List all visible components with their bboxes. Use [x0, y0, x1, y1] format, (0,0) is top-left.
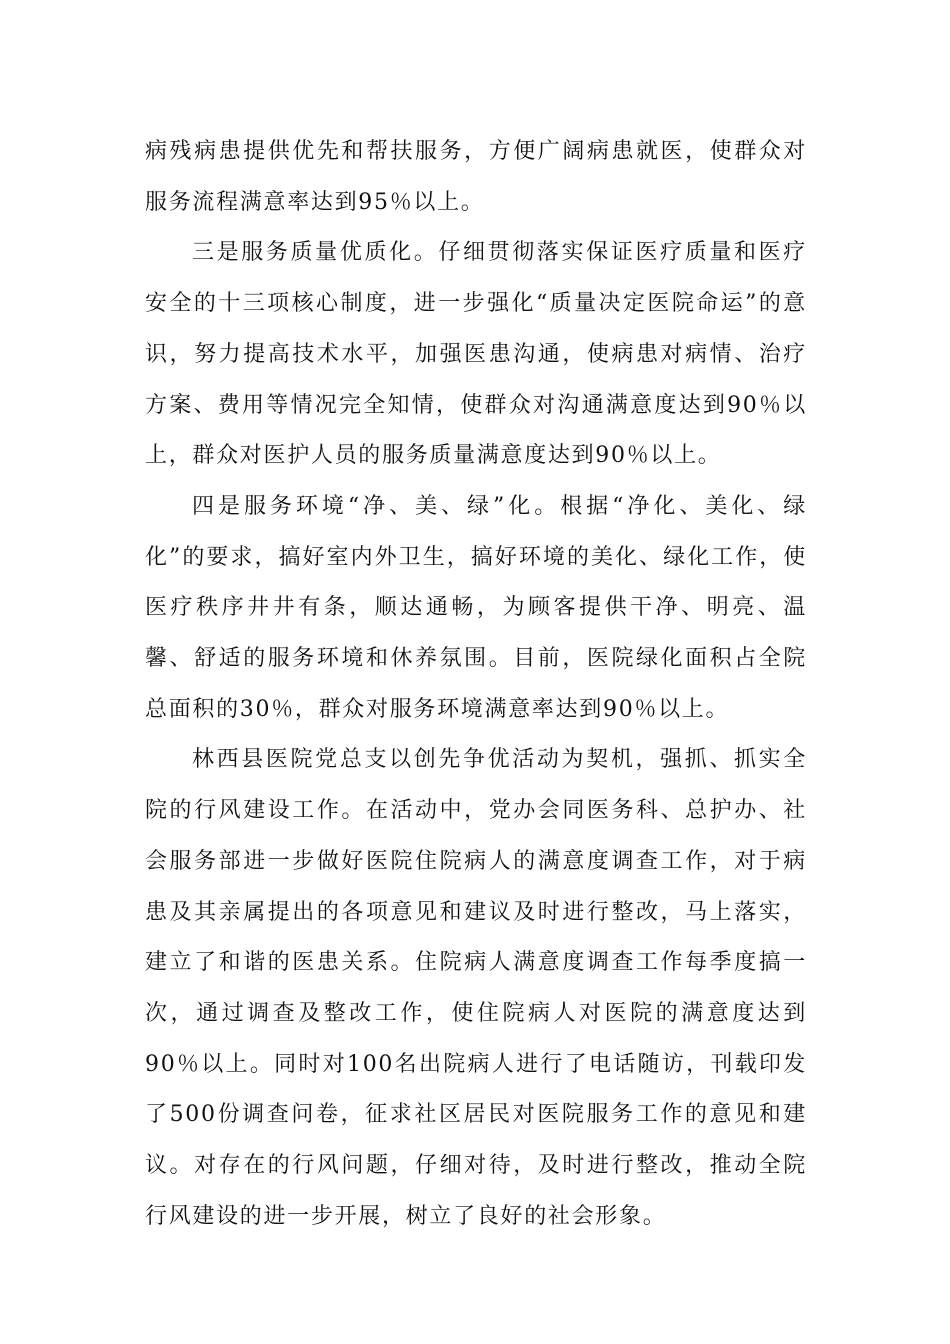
paragraph-hospital-conduct: 林西县医院党总支以创先争优活动为契机，强抓、抓实全院的行风建设工作。在活动中，党办会同医务科、总护办、社会服务部进一步做好医院住院病人的满意度调查工作，对于病患及其亲属提出的各项意见和建议及时进行整改，马上落实，建立了和谐的医患关系。住院病人满意度调查工作每季度搞一次，通过调查及整改工作，使住院病人对医院的满意度达到90％以上。同时对100名出院病人进行了电话随访，刊载印发了500份调查问卷，征求社区居民对医院服务工作的意见和建议。对存在的行风问题，仔细对待，及时进行整改，推动全院行风建设的进一步开展，树立了良好的社会形象。 [145, 747, 807, 1229]
paragraph-service-environment: 四是服务环境“净、美、绿”化。根据“净化、美化、绿化”的要求，搞好室内外卫生，搞好环境的美化、绿化工作，使医疗秩序井井有条，顺达通畅，为顾客提供干净、明亮、温馨、舒适的服务环境和休养氛围。目前，医院绿化面积占全院总面积的30％，群众对服务环境满意率达到90％以上。 [145, 493, 807, 722]
paragraph-service-process: 病残病患提供优先和帮扶服务，方便广阔病患就医，使群众对服务流程满意率达到95％以上。 [145, 139, 807, 215]
paragraph-service-quality: 三是服务质量优质化。仔细贯彻落实保证医疗质量和医疗安全的十三项核心制度，进一步强化“质量决定医院命运”的意识，努力提高技术水平，加强医患沟通，使病患对病情、治疗方案、费用等情况完全知情，使群众对沟通满意度达到90％以上，群众对医护人员的服务质量满意度达到90％以上。 [145, 240, 807, 469]
document-body [145, 127, 807, 1242]
